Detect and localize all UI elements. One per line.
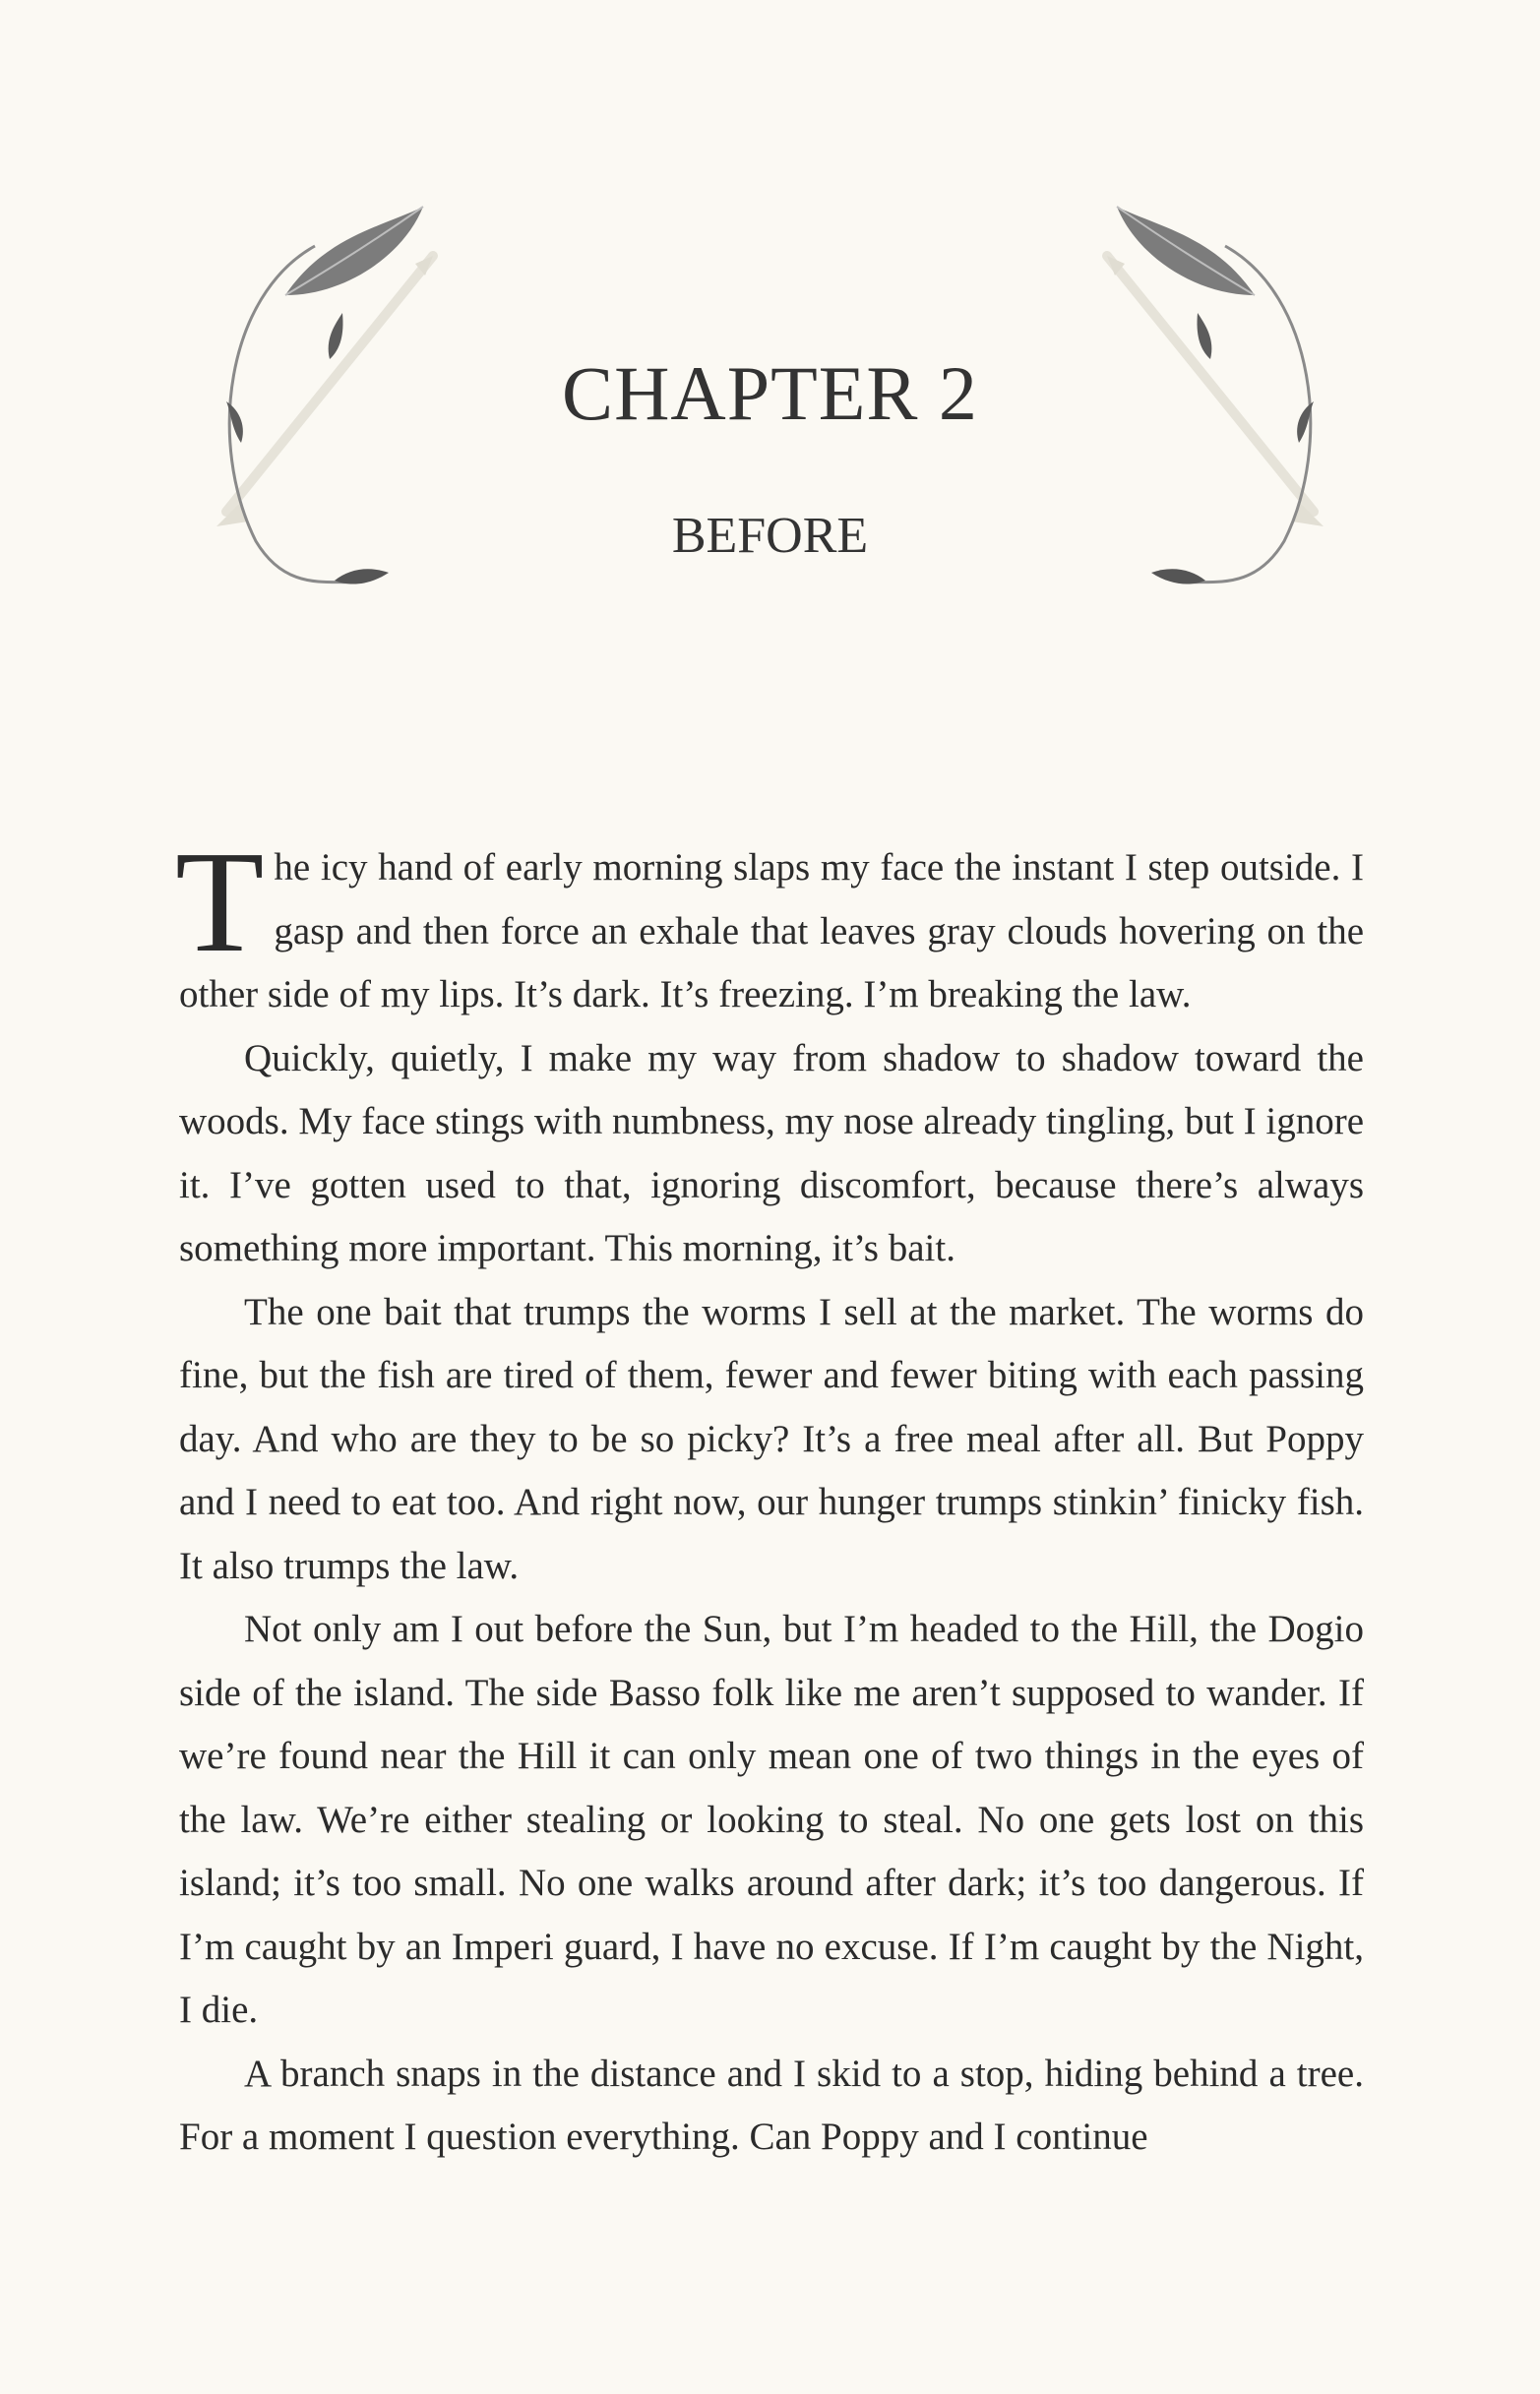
chapter-subtitle: BEFORE: [671, 508, 869, 564]
paragraph-text: he icy hand of early morning slaps my face the instant I step outside. I gasp and then force an exhale that leaves gray clouds hovering on the other side of my lips. It’s dark. It’s freezing. I’m breaking the law.: [179, 846, 1364, 1015]
chapter-title: CHAPTER 2: [562, 350, 978, 436]
paragraph: A branch snaps in the distance and I skid to a stop, hiding behind a tree. For a moment I question everything. Can Poppy and I continue: [179, 2052, 1364, 2158]
drop-cap: T: [175, 822, 265, 983]
paragraph: The one bait that trumps the worms I sell at the market. The worms do fine, but the fish are tired of them, fewer and fewer biting with each passing day. And who are they to be so picky? It’s a free meal after all. But Poppy and I need to eat too. And right now, our hunger trumps stinkin’ finicky fish. It also trumps the law.: [179, 1290, 1364, 1587]
paragraph: [175, 822, 1364, 1027]
chapter-body: [175, 822, 1364, 2170]
paragraph: Quickly, quietly, I make my way from shadow to shadow toward the woods. My face stings with numbness, my nose already tingling, but I ignore it. I’ve gotten used to that, ignoring discomfort, because there’s always something more important. This morning, it’s bait.: [179, 1036, 1364, 1269]
paragraph: Not only am I out before the Sun, but I’m headed to the Hill, the Dogio side of the island. The side Basso folk like me aren’t supposed to wander. If we’re found near the Hill it can only mean one of two things in the eyes of the law. We’re either stealing or looking to steal. No one gets lost on this island; it’s too small. No one walks around after dark; it’s too dangerous. If I’m caught by an Imperi guard, I have no excuse. If I’m caught by the Night, I die.: [179, 1608, 1364, 2031]
